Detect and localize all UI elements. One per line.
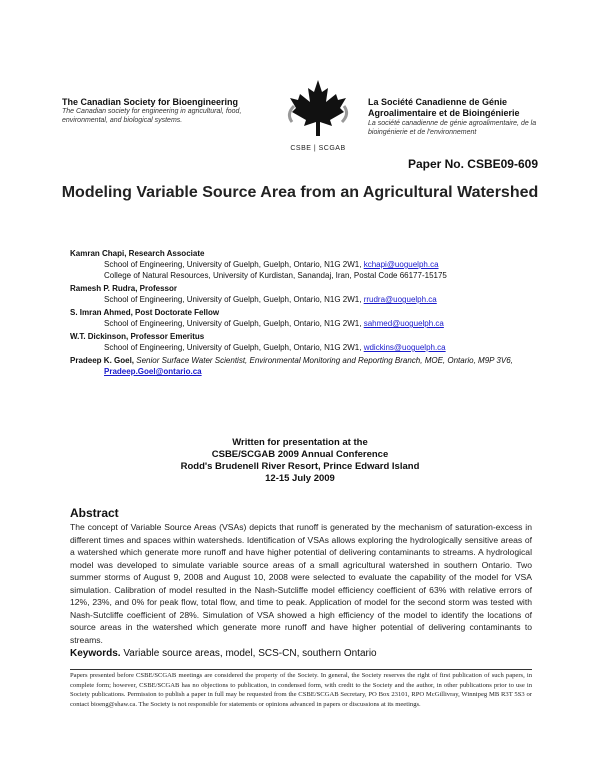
maple-leaf-icon [282, 78, 354, 140]
author-entry [70, 355, 540, 377]
presentation-info [60, 437, 540, 485]
society-header-en [62, 97, 252, 125]
author-name: W.T. Dickinson, Professor Emeritus [70, 332, 205, 341]
presentation-line: Written for presentation at the [232, 437, 368, 448]
society-name-en: The Canadian Society for Bioengineering [62, 97, 239, 107]
copyright-notice: Papers presented before CSBE/SCGAB meetings are considered the property of the Society. In general, the Society reserves the right of first publication of such papers, in complete form; however, CSBE/SCGAB has no objections to publication, in condensed form, with credit to the Society and the author, in other publications prior to use in Society publications. Permission to publish a paper in full may be requested from the CSBE/SCGAB Secretary, PO Box 23101, RPO McGillivray, Winnipeg MB R3T 5S3 or contact bioeng@shaw.ca. The Society is not responsible for statements or opinions advanced in papers or discussions at its meetings. [70, 672, 532, 708]
author-affiliation: School of Engineering, University of Guelph, Guelph, Ontario, N1G 2W1, [104, 260, 364, 269]
keywords [70, 648, 377, 659]
author-name: Kamran Chapi, Research Associate [70, 249, 205, 258]
author-name: Pradeep K. Goel, [70, 356, 135, 365]
footer-divider [70, 669, 532, 670]
author-email-link[interactable]: wdickins@uoguelph.ca [363, 343, 446, 352]
keywords-text: Variable source areas, model, SCS-CN, southern Ontario [120, 648, 377, 659]
author-list [70, 248, 540, 379]
author-affiliation: School of Engineering, University of Guelph, Guelph, Ontario, N1G 2W1, [104, 343, 364, 352]
author-email-link[interactable]: Pradeep.Goel@ontario.ca [104, 367, 202, 376]
conference-dates: 12-15 July 2009 [265, 473, 335, 484]
author-email-link[interactable]: rrudra@uoguelph.ca [363, 295, 437, 304]
author-email-link[interactable]: kchapi@uoguelph.ca [363, 260, 439, 269]
author-affiliation: College of Natural Resources, University of Kurdistan, Sanandaj, Iran, Postal Code 66177-15175 [104, 271, 447, 280]
author-entry [70, 307, 540, 329]
author-name: Ramesh P. Rudra, Professor [70, 284, 178, 293]
conference-venue: Rodd's Brudenell River Resort, Prince Edward Island [180, 461, 420, 472]
author-name: S. Imran Ahmed, Post Doctorate Fellow [70, 308, 220, 317]
society-desc-fr: La société canadienne de génie agroalimentaire, de la bioingénierie et de l'environnement [368, 120, 537, 136]
logo-caption: CSBE | SCGAB [290, 145, 346, 152]
paper-number: Paper No. CSBE09-609 [407, 157, 538, 171]
paper-title: Modeling Variable Source Area from an Agricultural Watershed [61, 184, 539, 201]
author-affiliation: Senior Surface Water Scientist, Environmental Monitoring and Reporting Branch, MOE, Ontario, M9P 3V6, [134, 356, 513, 365]
society-name-fr: La Société Canadienne de Génie Agroalimentaire et de Bioingénierie [368, 97, 520, 118]
author-affiliation: School of Engineering, University of Guelph, Guelph, Ontario, N1G 2W1, [104, 319, 364, 328]
author-entry [70, 283, 540, 305]
author-email-link[interactable]: sahmed@uoguelph.ca [363, 319, 444, 328]
abstract-body: The concept of Variable Source Areas (VSAs) depicts that runoff is generated by the mechanism of saturation-excess in different times and spaces within watersheds. Identification of VSAs allows exploring the hydrologically sensitive areas of a watershed which generate more runoff and have higher potential of delivering contaminants to streams. A hydrological model was developed to simulate variable source areas of a small agricultural watershed in southern Ontario. Two summer storms of August 9, 2008 and August 10, 2008 were selected to evaluate the capability of the model for VSA simulation. Calibration of model resulted in the Nash-Sutcliffe model efficiency coefficient of 63% with relative errors of 12%, 23%, and 0% for peak flow, total flow, and time to peak. Application of model for the second storm was tested with Nash-Sutcliffe coefficient of 28%. Simulation of VSA showed a high efficiency of the model to identify the locations of source areas in the watershed which generate more runoff and have higher potential of delivering contaminants to streams. [70, 522, 532, 645]
csbe-logo [282, 78, 354, 152]
society-desc-en: The Canadian society for engineering in agricultural, food, environmental, and biological systems. [62, 108, 242, 124]
abstract-heading: Abstract [70, 506, 119, 520]
conference-name: CSBE/SCGAB 2009 Annual Conference [211, 449, 389, 460]
keywords-label: Keywords. [70, 648, 121, 659]
author-entry [70, 331, 540, 353]
society-header-fr [368, 97, 568, 137]
author-affiliation: School of Engineering, University of Guelph, Guelph, Ontario, N1G 2W1, [104, 295, 364, 304]
author-entry [70, 248, 540, 281]
